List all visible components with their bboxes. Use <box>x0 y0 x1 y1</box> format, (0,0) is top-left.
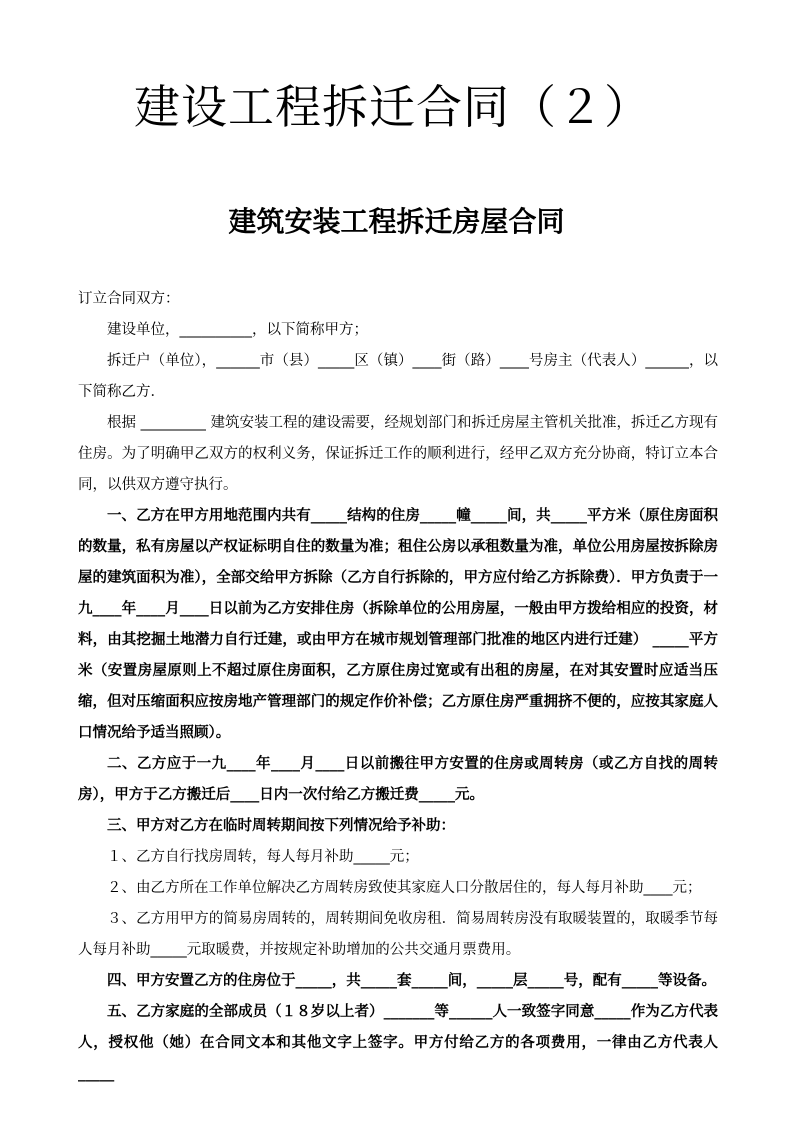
paragraph: 一、乙方在甲方用地范围内共有_____结构的住房_____幢_____间，共_____平方米（原住房面积的数量，私有房屋以产权证标明自住的数量为准；租住公房以承租数量为准，单位公用房屋按拆除房屋的建筑面积为准），全部交给甲方拆除（乙方自行拆除的，甲方应付给乙方拆除费）．甲方负责于一九____年____月____日以前为乙方安排住房（拆除单位的公用房屋，一般由甲方拨给相应的投资，材料，由其挖掘土地潜力自行迁建，或由甲方在城市规划管理部门批准的地区内进行迁建） _____平方米（安置房屋原则上不超过原住房面积，乙方原住房过宽或有出租的房屋，在对其安置时应适当压缩，但对压缩面积应按房地产管理部门的规定作价补偿；乙方原住房严重拥挤不便的，应按其家庭人口情况给予适当照顾）。 <box>78 508 718 741</box>
sub-title: 建筑安装工程拆迁房屋合同 <box>228 205 565 238</box>
main-title: 建设工程拆迁合同（２） <box>134 80 651 134</box>
paragraph: 三、甲方对乙方在临时周转期间按下列情况给予补助： <box>107 818 455 834</box>
paragraph: 五、乙方家庭的全部成员（１８岁以上者）_______等______人一致签字同意_____作为乙方代表人，授权他（她）在合同文本和其他文字上签字。甲方付给乙方的各项费用，一律由乙方代表人_____ <box>78 1004 718 1082</box>
paragraph: 四、甲方安置乙方的住房位于_____，共_____套_____间，_____层_____号，配有_____等设备。 <box>107 973 716 989</box>
paragraph: 建设单位，__________，以下简称甲方； <box>107 322 368 338</box>
paragraph: 根据 _________ 建筑安装工程的建设需要，经规划部门和拆迁房屋主管机关批准，拆迁乙方现有住房。为了明确甲乙双方的权利义务，保证拆迁工作的顺利进行，经甲乙双方充分协商，特订立本合同，以供双方遵守执行。 <box>78 415 718 493</box>
paragraph: 二、乙方应于一九____年____月____日以前搬往甲方安置的住房或周转房（或乙方自找的周转房），甲方于乙方搬迁后____日内一次付给乙方搬迁费_____元。 <box>78 756 718 803</box>
contract-body <box>78 284 718 1090</box>
paragraph: １、乙方自行找房周转，每人每月补助_____元； <box>107 849 419 865</box>
paragraph: 订立合同双方： <box>78 291 180 307</box>
paragraph: ３、乙方用甲方的简易房周转的，周转期间免收房租．简易周转房没有取暖装置的，取暖季节每人每月补助_____元取暖费，并按规定补助增加的公共交通月票费用。 <box>78 911 718 958</box>
paragraph: 拆迁户（单位），______市（县）_____区（镇）____街（路）____号房主（代表人）______，以下简称乙方． <box>78 353 718 400</box>
paragraph: ２、由乙方所在工作单位解决乙方周转房致使其家庭人口分散居住的，每人每月补助____元； <box>107 880 702 896</box>
